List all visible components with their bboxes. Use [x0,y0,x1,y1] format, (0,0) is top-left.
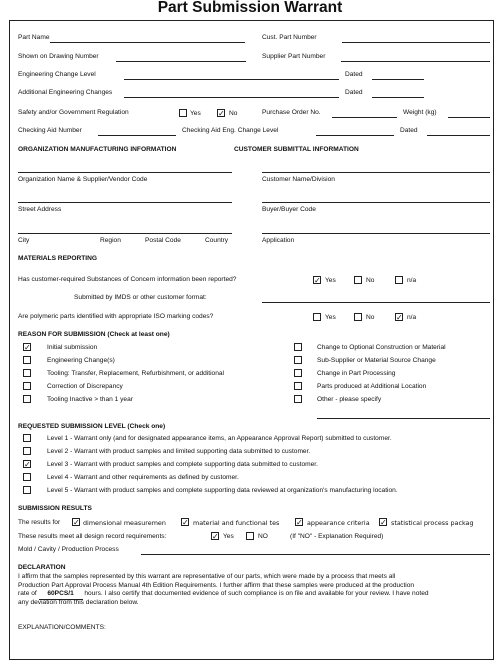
results-item-label: statistical process packag [391,519,474,527]
checking-aid-number-field[interactable] [98,135,176,136]
soc-na-label: n/a [407,277,417,284]
soc-question: Has customer-required Substances of Concern information been reported? [18,276,237,283]
dated-label-2: Dated [345,89,363,96]
level-5-checkbox[interactable] [23,486,31,494]
results-heading: SUBMISSION RESULTS [18,505,92,512]
statistical-checkbox[interactable]: ✓ [380,518,387,527]
iso-marking-question: Are polymeric parts identified with appropriate ISO marking codes? [18,313,214,320]
reason-left-label: Tooling: Transfer, Replacement, Refurbishment, or additional [47,370,225,377]
results-for-label: The results for [18,519,61,526]
level-label: Level 3 - Warrant with product samples and complete supporting data submitted to customer. [47,461,318,468]
level-4-checkbox[interactable] [23,473,31,481]
mold-field[interactable] [141,554,490,555]
submitted-by-label: Submitted by IMDS or other customer format: [74,294,207,301]
declaration-line: I affirm that the samples represented by this warrant are representative of our parts, which were made by a process that meets all [18,573,396,580]
reason-sub-supplier-checkbox[interactable] [294,356,302,364]
customer-name-field[interactable] [262,172,490,173]
declaration-heading: DECLARATION [18,564,66,571]
reason-optional-construction-checkbox[interactable] [294,343,302,351]
explanation-label: EXPLANATION/COMMENTS: [18,624,106,631]
declaration-line: Production Part Approval Process Manual 4th Edition Requirements. I further affirm that these samples were produced at the production [18,582,415,589]
soc-no-label: No [366,277,375,284]
eng-change-level-label: Engineering Change Level [18,71,96,78]
meets-no-label: NO [258,533,268,540]
level-label: Level 1 - Warrant only (and for designated appearance items, an Appearance Approval Report) submitted to customer. [47,435,392,442]
reason-right-label: Change to Optional Construction or Material [317,344,446,351]
dated-label: Dated [345,71,363,78]
meets-no-checkbox[interactable] [246,532,254,540]
eng-change-level-field[interactable] [124,79,339,80]
customer-info-heading: CUSTOMER SUBMITTAL INFORMATION [234,146,359,153]
reason-left-label: Initial submission [47,344,98,351]
reason-additional-location-checkbox[interactable] [294,382,302,390]
declaration-line: any deviation from this declaration below. [18,599,139,606]
reason-right-label: Parts produced at Additional Location [317,383,427,390]
materials-heading: MATERIALS REPORTING [18,255,98,262]
customer-name-label: Customer Name/Division [262,176,335,183]
soc-yes-label: Yes [325,277,336,284]
city-field[interactable] [18,233,232,234]
level-label: Level 2 - Warrant with product samples and limited supporting data submitted to customer. [47,448,311,455]
soc-no-checkbox[interactable] [354,276,362,284]
mold-label: Mold / Cavity / Production Process [18,546,119,553]
dated-label-3: Dated [400,127,418,134]
checking-aid-number-label: Checking Aid Number [18,127,82,134]
org-name-field[interactable] [18,172,232,173]
additional-eng-changes-field[interactable] [124,97,339,98]
safety-regulation-label: Safety and/or Government Regulation [18,109,129,116]
cust-part-number-field[interactable] [342,42,490,43]
meet-all-label: These results meet all design record requirements: [18,533,167,540]
checking-aid-change-label: Checking Aid Eng. Change Level [182,127,279,134]
po-number-field[interactable] [332,117,397,118]
level-label: Level 5 - Warrant with product samples and complete supporting data reviewed at organization's manufacturing location. [47,487,398,494]
safety-no-checkbox[interactable]: ✓ [218,109,225,118]
safety-yes-label: Yes [190,110,201,117]
reason-inactive-checkbox[interactable] [23,395,31,403]
po-number-label: Purchase Order No. [262,109,321,116]
iso-no-checkbox[interactable] [354,313,362,321]
supplier-part-number-label: Supplier Part Number [262,53,326,60]
appearance-checkbox[interactable]: ✓ [296,518,303,527]
level-2-checkbox[interactable] [23,447,31,455]
rate-suffix: hours. I also certify that documented evidence of such compliance is on file and available for your review. I have noted [84,590,429,597]
org-name-label: Organization Name & Supplier/Vendor Code [18,176,148,183]
results-item-label: material and functional tes [193,519,280,527]
material-checkbox[interactable]: ✓ [182,518,189,527]
org-info-heading: ORGANIZATION MANUFACTURING INFORMATION [18,146,177,153]
reason-right-label: Sub-Supplier or Material Source Change [317,357,436,364]
reason-tooling-checkbox[interactable] [23,369,31,377]
drawing-number-label: Shown on Drawing Number [18,53,99,60]
if-no-label: (If "NO" - Explanation Required) [290,533,384,540]
cust-part-number-label: Cust. Part Number [262,34,317,41]
reason-correction-checkbox[interactable] [23,382,31,390]
postal-code-label: Postal Code [145,237,181,244]
level-label: Level 4 - Warrant and other requirements as defined by customer. [47,474,239,481]
soc-yes-checkbox[interactable]: ✓ [314,276,321,285]
safety-no-label: No [229,110,238,117]
reason-eng-change-checkbox[interactable] [23,356,31,364]
iso-na-label: n/a [407,314,417,321]
dated-field-2[interactable] [372,97,424,98]
reason-heading: REASON FOR SUBMISSION (Check at least one) [18,331,170,338]
weight-field[interactable] [448,117,490,118]
buyer-field[interactable] [262,202,490,203]
street-label: Street Address [18,206,62,213]
level-heading: REQUESTED SUBMISSION LEVEL (Check one) [18,423,166,430]
results-item-label: appearance criteria [307,519,370,527]
submitted-by-field[interactable] [262,302,490,303]
weight-label: Weight (kg) [403,109,437,116]
dated-field-3[interactable] [427,135,490,136]
results-item-label: dimensional measuremen [83,519,166,527]
reason-initial-checkbox[interactable]: ✓ [24,343,31,352]
reason-left-label: Engineering Change(s) [47,357,115,364]
reason-part-processing-checkbox[interactable] [294,369,302,377]
iso-yes-checkbox[interactable] [313,313,321,321]
checking-aid-change-field[interactable] [316,135,394,136]
level-1-checkbox[interactable] [23,434,31,442]
supplier-part-number-field[interactable] [341,61,490,62]
street-field[interactable] [18,202,232,203]
part-name-label: Part Name [18,34,50,41]
rate-prefix: rate of [18,590,37,597]
reason-left-label: Tooling Inactive > than 1 year [47,396,133,403]
dated-field[interactable] [372,79,424,80]
application-label: Application [262,237,295,244]
region-label: Region [100,237,121,244]
drawing-number-field[interactable] [116,61,246,62]
iso-na-checkbox[interactable]: ✓ [396,313,403,322]
reason-left-label: Correction of Discrepancy [47,383,123,390]
buyer-label: Buyer/Buyer Code [262,206,316,213]
reason-right-label: Other - please specify [317,396,382,403]
reason-right-label: Change in Part Processing [317,370,396,377]
additional-eng-changes-label: Additional Engineering Changes [18,89,113,96]
application-field[interactable] [262,233,490,234]
iso-no-label: No [366,314,375,321]
dimensional-checkbox[interactable]: ✓ [73,518,80,527]
rate-value[interactable]: 60PCS/1 [39,590,83,600]
meets-yes-label: Yes [223,533,234,540]
country-label: Country [205,237,229,244]
other-specify-field[interactable] [317,418,490,419]
page-title: Part Submission Warrant [157,0,343,16]
iso-yes-label: Yes [325,314,336,321]
safety-yes-checkbox[interactable] [179,109,187,117]
reason-other-checkbox[interactable] [294,395,302,403]
soc-na-checkbox[interactable] [395,276,403,284]
part-name-field[interactable] [50,42,245,43]
meets-yes-checkbox[interactable]: ✓ [212,532,219,541]
city-label: City [18,237,30,244]
level-3-checkbox[interactable]: ✓ [24,460,31,469]
